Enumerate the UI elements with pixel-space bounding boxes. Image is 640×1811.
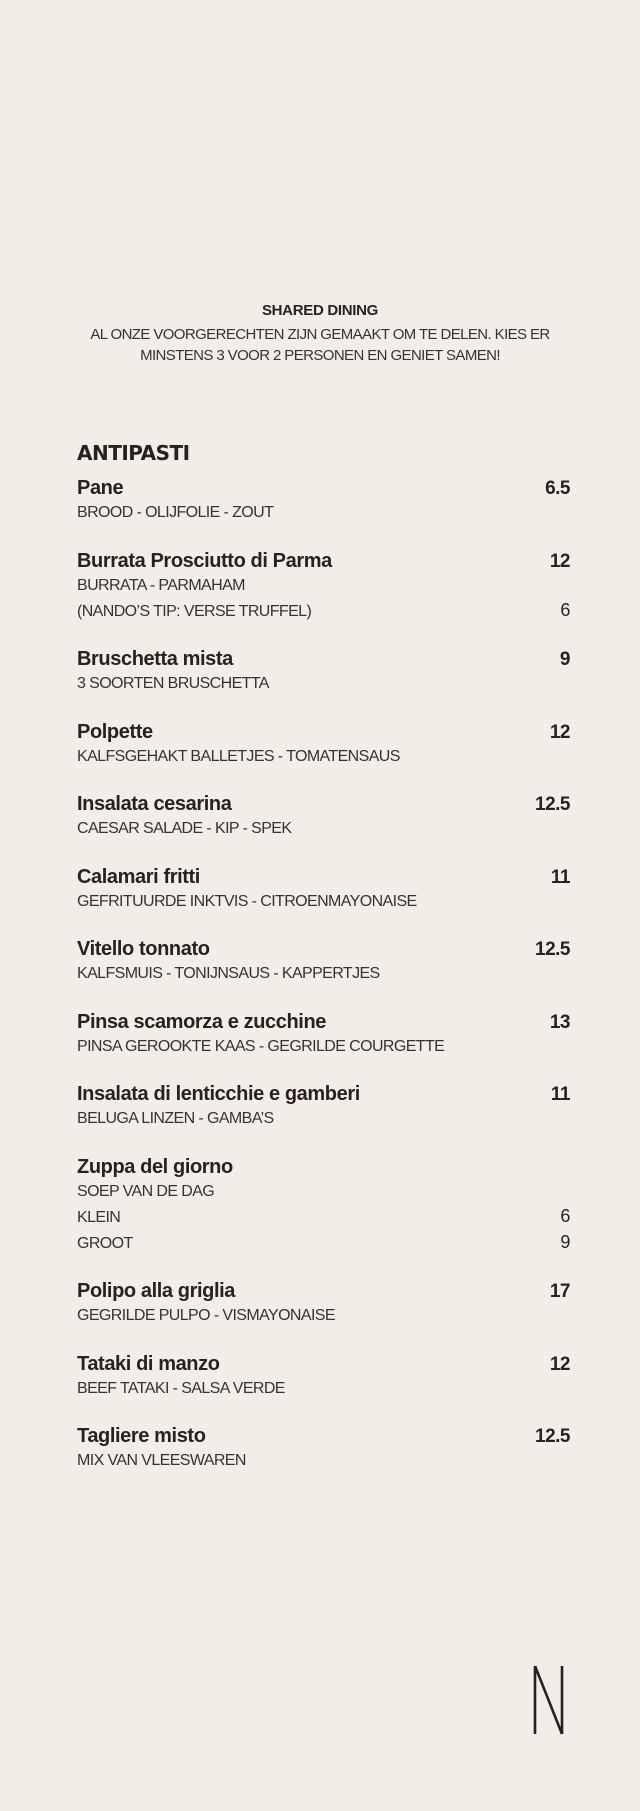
menu-item-price: 17 <box>549 1281 570 1302</box>
menu-item-price: 11 <box>550 866 570 888</box>
menu-item-description-line <box>77 1035 570 1059</box>
menu-item-price: 12 <box>549 550 570 572</box>
menu-item <box>77 476 570 525</box>
menu-item <box>77 1155 570 1256</box>
menu-item-description: KALFSGEHAKT BALLETJES - TOMATENSAUS <box>77 747 400 765</box>
menu-item-description-line <box>77 672 570 696</box>
menu-item-description: BELUGA LINZEN - GAMBA’S <box>77 1110 274 1127</box>
menu-item-price: 12.5 <box>535 939 570 960</box>
menu-item <box>77 1424 570 1473</box>
menu-item-header <box>77 476 570 501</box>
menu-item-description-line <box>77 745 570 769</box>
menu-item <box>77 1010 570 1059</box>
menu-item-description: KALFSMUIS - TONIJNSAUS - KAPPERTJES <box>77 965 380 982</box>
menu-item-header <box>77 792 570 817</box>
menu-item-price: 12.5 <box>535 794 570 815</box>
menu-item-header <box>77 1424 570 1449</box>
menu-item-description: GEFRITUURDE INKTVIS - CITROENMAYONAISE <box>77 892 417 910</box>
intro-title: SHARED DINING <box>261 302 379 319</box>
menu-item-option-price: 6 <box>560 1205 570 1226</box>
menu-item-list <box>77 476 570 1473</box>
menu-item-description-line <box>77 817 570 841</box>
menu-item-header <box>77 647 570 672</box>
menu-item-description: PINSA GEROOKTE KAAS - GEGRILDE COURGETTE <box>77 1037 445 1055</box>
menu-item-name: Pinsa scamorza e zucchine <box>77 1010 327 1033</box>
menu-item-description-line <box>77 598 570 624</box>
menu-item-description-line <box>77 962 570 986</box>
menu-item-description: BURRATA - PARMAHAM <box>77 576 245 594</box>
menu-item-header <box>77 720 570 745</box>
menu-item-name: Vitello tonnato <box>77 938 210 960</box>
menu-item-name: Burrata Prosciutto di Parma <box>77 549 332 572</box>
menu-item-price: 12 <box>549 1353 570 1375</box>
menu-item <box>77 1352 570 1401</box>
menu-item-description: GROOT <box>77 1234 133 1252</box>
menu-item-header <box>77 1352 570 1377</box>
menu-item <box>77 937 570 986</box>
menu-item-description-line <box>77 1204 570 1230</box>
menu-item-price: 6.5 <box>545 478 570 499</box>
menu-item-description: GEGRILDE PULPO - VISMAYONAISE <box>77 1307 335 1324</box>
antipasti-section <box>77 440 570 1497</box>
menu-item-name: Insalata di lenticchie e gamberi <box>77 1083 360 1105</box>
menu-item-name: Pane <box>77 477 124 499</box>
menu-item-description-line <box>77 1230 570 1256</box>
menu-item <box>77 1082 570 1131</box>
menu-item-name: Zuppa del giorno <box>77 1155 233 1178</box>
menu-item-option-price: 9 <box>560 1231 570 1252</box>
menu-item <box>77 647 570 696</box>
menu-item-header <box>77 937 570 962</box>
intro-text: AL ONZE VOORGERECHTEN ZIJN GEMAAKT OM TE DELEN. KIES ER MINSTENS 3 VOOR 2 PERSONEN EN GENIET SAMEN! <box>90 326 550 364</box>
menu-item-description-line <box>77 1304 570 1328</box>
menu-item-name: Polipo alla griglia <box>77 1280 235 1302</box>
menu-item <box>77 720 570 769</box>
menu-item-description: SOEP VAN DE DAG <box>77 1182 215 1200</box>
shared-dining-intro <box>0 300 640 366</box>
menu-item-description-line <box>77 890 570 914</box>
menu-item-description: MIX VAN VLEESWAREN <box>77 1452 246 1469</box>
menu-item-price: 11 <box>550 1084 570 1105</box>
menu-item-description: 3 SOORTEN BRUSCHETTA <box>77 675 269 692</box>
menu-item-header <box>77 1155 570 1180</box>
menu-item-price: 12.5 <box>535 1426 570 1447</box>
menu-item-option-price: 6 <box>560 599 570 620</box>
menu-item-description-line <box>77 1377 570 1401</box>
menu-item-name: Insalata cesarina <box>77 793 232 815</box>
menu-item-name: Tataki di manzo <box>77 1352 220 1375</box>
menu-item-description-line <box>77 574 570 598</box>
menu-item-header <box>77 549 570 574</box>
menu-item-description: KLEIN <box>77 1208 121 1226</box>
menu-item-description: BROOD - OLIJFOLIE - ZOUT <box>77 504 274 521</box>
menu-item-price: 12 <box>549 721 570 743</box>
menu-item-price: 13 <box>549 1011 570 1033</box>
menu-item <box>77 865 570 914</box>
menu-item <box>77 792 570 841</box>
menu-item-description-line <box>77 1107 570 1131</box>
menu-item-name: Bruschetta mista <box>77 648 233 670</box>
section-title: ANTIPASTI <box>77 441 190 465</box>
menu-item-description: (NANDO’S TIP: VERSE TRUFFEL) <box>77 602 312 620</box>
menu-item-description-line <box>77 1449 570 1473</box>
menu-item-description-line <box>77 501 570 525</box>
menu-item <box>77 549 570 624</box>
menu-item <box>77 1279 570 1328</box>
menu-item-name: Tagliere misto <box>77 1425 206 1447</box>
menu-item-description: CAESAR SALADE - KIP - SPEK <box>77 820 292 837</box>
n-logo-icon <box>533 1664 565 1736</box>
menu-item-description: BEEF TATAKI - SALSA VERDE <box>77 1379 285 1397</box>
menu-item-header <box>77 865 570 890</box>
menu-item-name: Calamari fritti <box>77 865 200 888</box>
menu-item-name: Polpette <box>77 720 153 743</box>
menu-item-description-line <box>77 1180 570 1204</box>
menu-item-header <box>77 1010 570 1035</box>
menu-item-header <box>77 1082 570 1107</box>
menu-item-price: 9 <box>559 649 570 670</box>
menu-item-header <box>77 1279 570 1304</box>
